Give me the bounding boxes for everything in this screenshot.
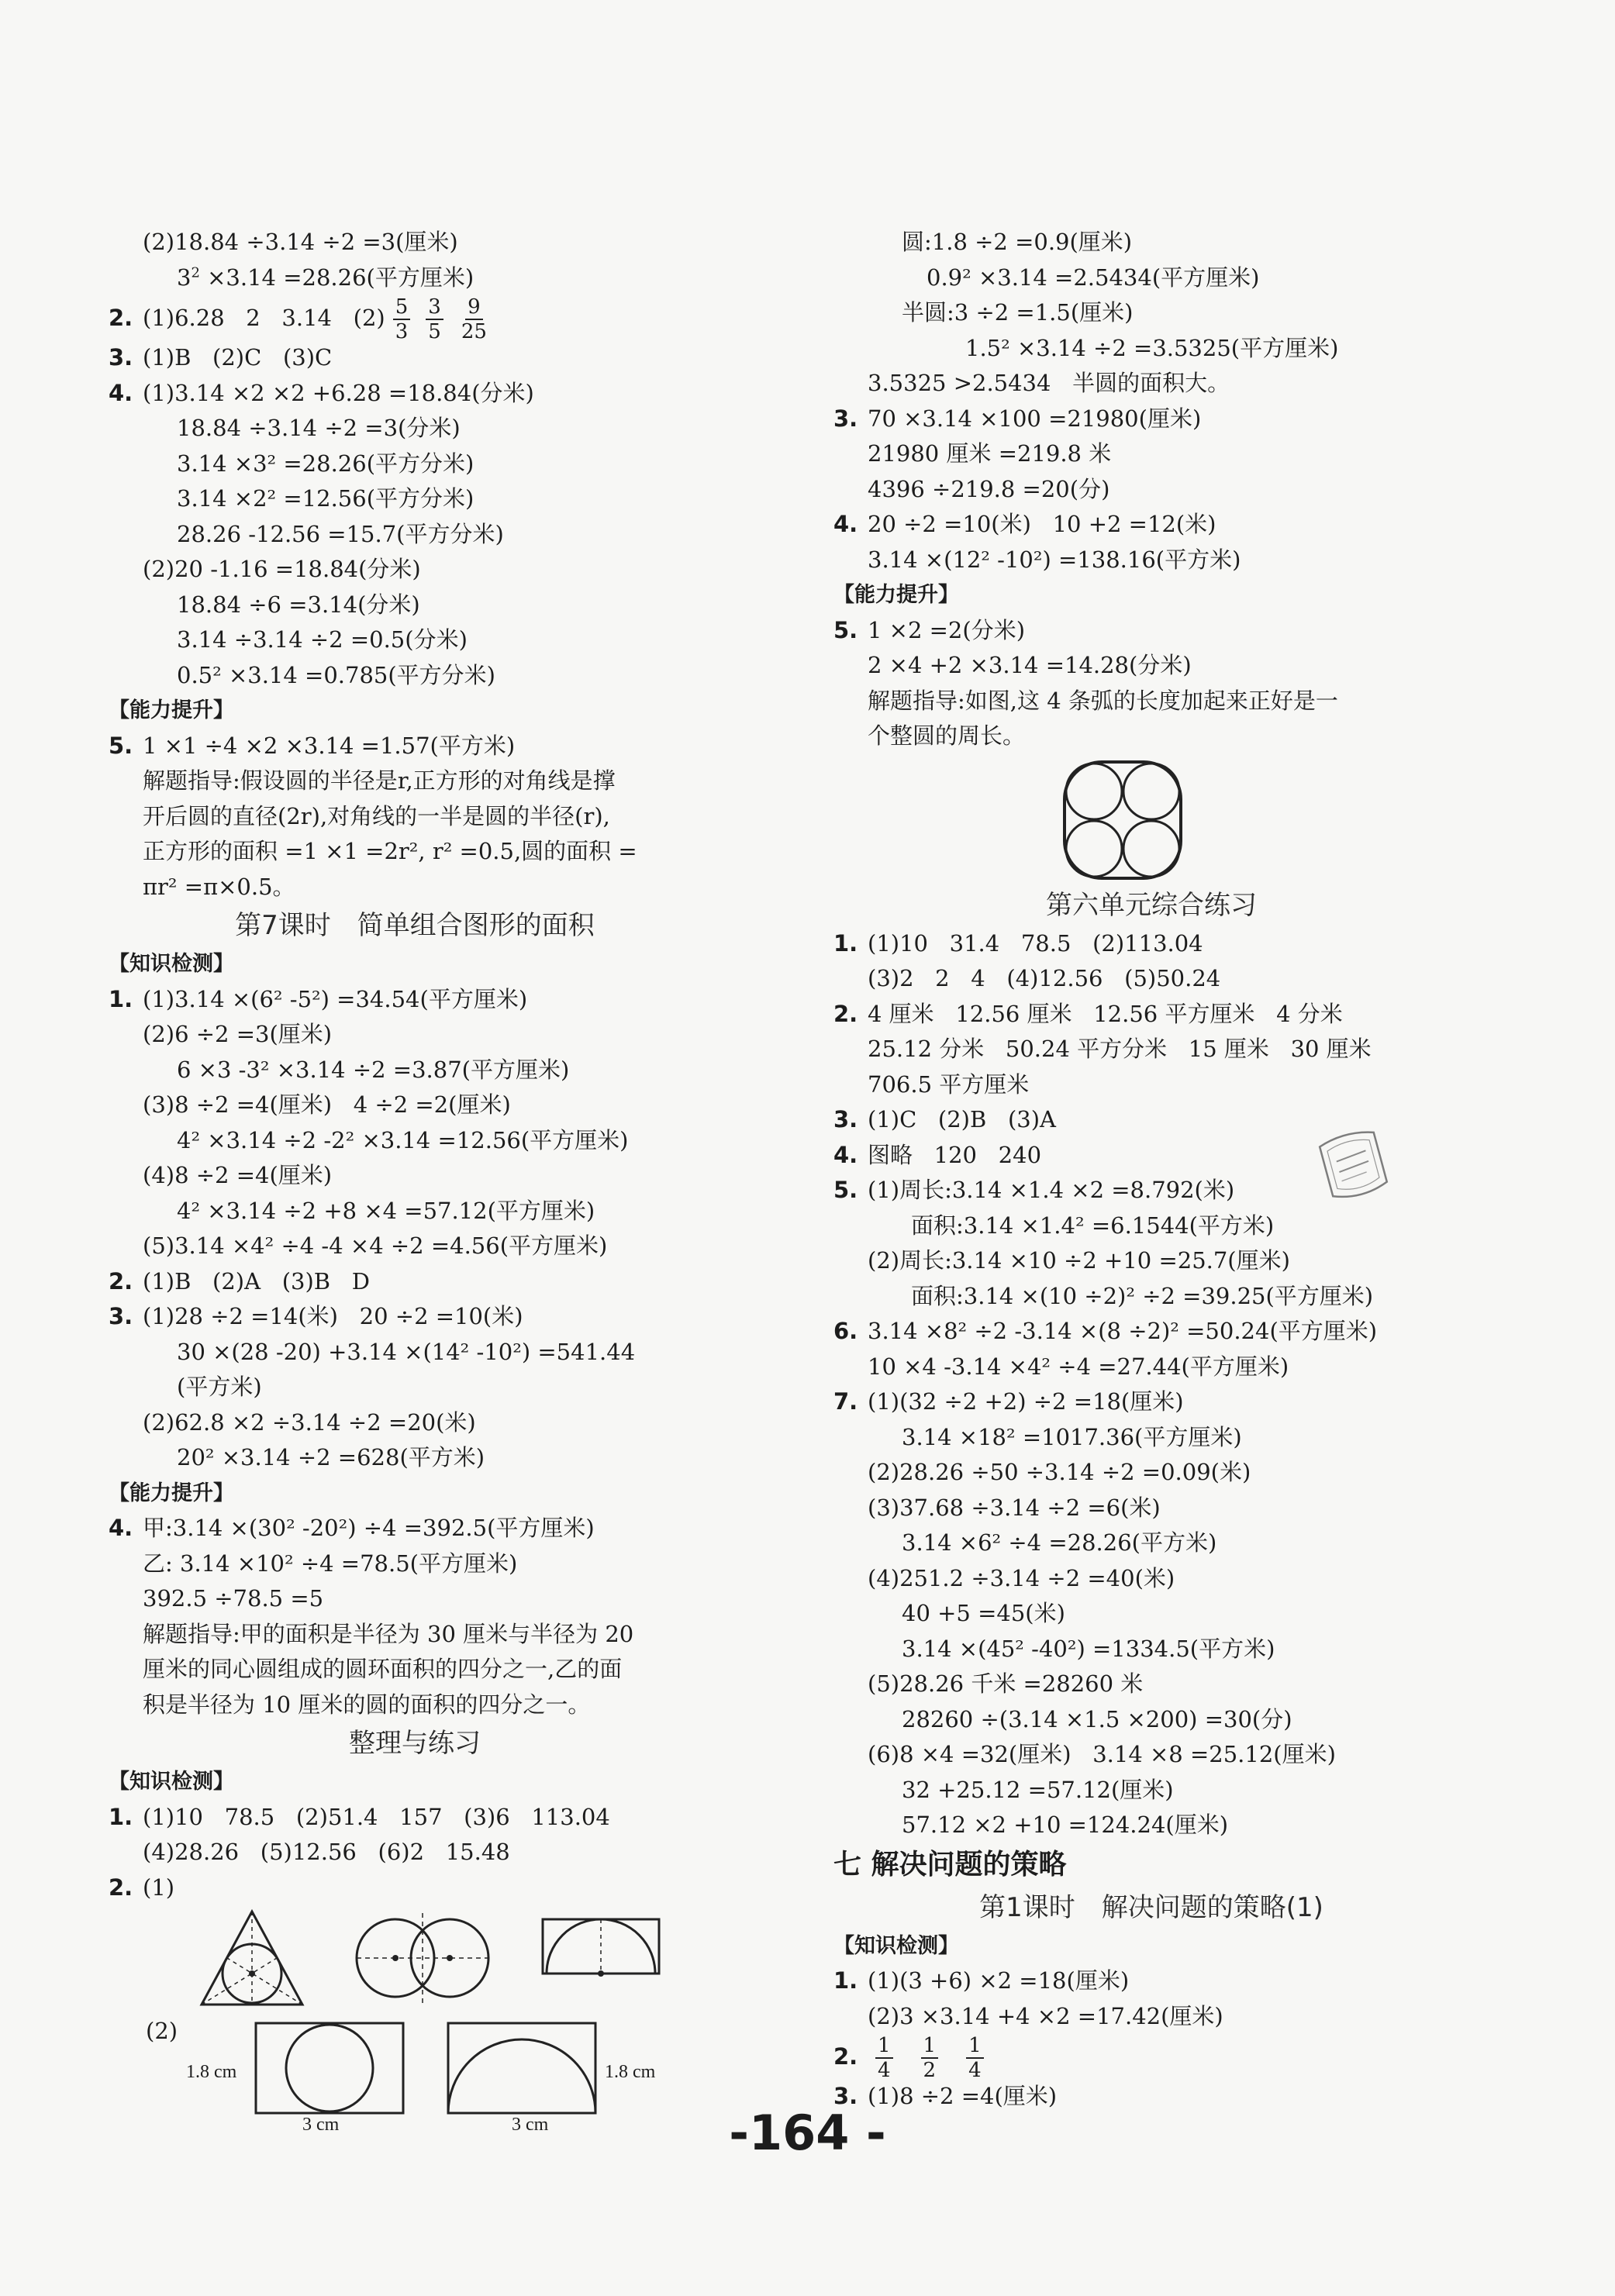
answer-line: 28260 ÷(3.14 ×1.5 ×200) =30(分) — [902, 1705, 1292, 1732]
unit-question-2: 2. 4 厘米 12.56 厘米 12.56 平方厘米 4 分米 — [833, 1000, 1343, 1027]
answer-line: 18.84 ÷6 =3.14(分米) — [177, 591, 420, 618]
answer-line: 2 ×4 +2 ×3.14 =14.28(分米) — [868, 652, 1192, 678]
answer-line: 28.26 -12.56 =15.7(平方分米) — [177, 520, 504, 547]
answer-line: 0.5² ×3.14 =0.785(平方分米) — [177, 661, 495, 688]
four-circles-diagram — [833, 754, 1469, 894]
question-3: 3. 70 ×3.14 ×100 =21980(厘米) — [833, 405, 1202, 432]
four-circles-figure — [833, 754, 1469, 894]
hint-line: 开后圆的直径(2r),对角线的一半是圆的半径(r), — [143, 802, 610, 829]
question-5: 5. 1 ×2 =2(分米) — [833, 616, 1026, 643]
question-4: 4. 20 ÷2 =10(米) 10 +2 =12(米) — [833, 511, 1216, 537]
strategy-question-1: 1. (1)(3 +6) ×2 =18(厘米) — [833, 1967, 1130, 1994]
section-label-ability: 【能力提升】 — [109, 698, 234, 722]
answer-line: 18.84 ÷3.14 ÷2 =3(分米) — [177, 415, 461, 441]
knowledge-question-2: 2. (1)B (2)A (3)B D — [109, 1267, 371, 1295]
answer-line: (5)28.26 千米 =28260 米 — [868, 1670, 1144, 1697]
answer-line: (2)周长:3.14 ×10 ÷2 +10 =25.7(厘米) — [868, 1247, 1290, 1274]
question-4: 4. (1)3.14 ×2 ×2 +6.28 =18.84(分米) — [109, 379, 534, 406]
answer-line: (2)28.26 ÷50 ÷3.14 ÷2 =0.09(米) — [868, 1459, 1251, 1485]
dimension-label: 3 cm — [302, 2115, 340, 2135]
lesson-title: 第1课时 解决问题的策略(1) — [979, 1891, 1323, 1923]
answer-line: 0.9² ×3.14 =2.5434(平方厘米) — [927, 264, 1260, 291]
answer-line: 20² ×3.14 ÷2 =628(平方米) — [177, 1444, 485, 1470]
answer-line: 乙: 3.14 ×10² ÷4 =78.5(平方厘米) — [143, 1550, 518, 1577]
answer-line: 3.5325 >2.5434 半圆的面积大。 — [868, 370, 1230, 396]
answer-line: 3.14 ×2² =12.56(平方分米) — [177, 485, 474, 512]
answer-line: 圆:1.8 ÷2 =0.9(厘米) — [902, 229, 1133, 255]
lesson-title: 第7课时 简单组合图形的面积 — [235, 910, 595, 941]
hint-line: 积是半径为 10 厘米的圆的面积的四分之一。 — [143, 1691, 591, 1718]
answer-line: 40 +5 =45(米) — [902, 1600, 1065, 1626]
unit-question-5: 5. (1)周长:3.14 ×1.4 ×2 =8.792(米) — [833, 1177, 1235, 1203]
unit-question-7: 7. (1)(32 ÷2 +2) ÷2 =18(厘米) — [833, 1388, 1184, 1415]
hint-line: 解题指导:如图,这 4 条弧的长度加起来正好是一 — [868, 687, 1338, 714]
unit-question-3: 3. (1)C (2)B (3)A — [833, 1106, 1056, 1132]
answer-line: 4² ×3.14 ÷2 +8 ×4 =57.12(平方厘米) — [177, 1197, 595, 1224]
answer-line: (2)3 ×3.14 +4 ×2 =17.42(厘米) — [868, 2002, 1223, 2029]
fraction: $\frac{5}{3}$ — [393, 297, 411, 342]
fraction: $\frac{1}{4}$ — [875, 2036, 893, 2081]
answer-line: 3.14 ×(45² -40²) =1334.5(平方米) — [902, 1635, 1275, 1662]
review-question-2: 2. (1) — [109, 1874, 175, 1901]
answer-line: (4)8 ÷2 =4(厘米) — [143, 1162, 333, 1188]
dimension-label: 1.8 cm — [186, 2062, 237, 2082]
left-column — [109, 225, 721, 2146]
unit-question-6: 6. 3.14 ×8² ÷2 -3.14 ×(8 ÷2)² =50.24(平方厘米) — [833, 1318, 1378, 1344]
hint-line: 正方形的面积 =1 ×1 =2r², r² =0.5,圆的面积 = — [143, 838, 637, 864]
rect-semicircle-figure — [543, 1919, 659, 1977]
hint-line: 厘米的同心圆组成的圆环面积的四分之一,乙的面 — [143, 1656, 623, 1682]
knowledge-question-3: 3. (1)28 ÷2 =14(米) 20 ÷2 =10(米) — [109, 1303, 523, 1329]
answer-line: 4396 ÷219.8 =20(分) — [868, 475, 1110, 502]
answer-line: 3.14 ×18² =1017.36(平方厘米) — [902, 1423, 1242, 1450]
question-5: 5. 1 ×1 ÷4 ×2 ×3.14 =1.57(平方米) — [109, 732, 516, 759]
sub-label: (2) — [146, 2018, 178, 2044]
fraction: $\frac{9}{25}$ — [461, 295, 487, 343]
answer-line: (3)8 ÷2 =4(厘米) 4 ÷2 =2(厘米) — [143, 1091, 511, 1118]
unit-question-1: 1. (1)10 31.4 78.5 (2)113.04 — [833, 929, 1203, 957]
review-question-1: 1. (1)10 78.5 (2)51.4 157 (3)6 113.04 — [109, 1803, 610, 1830]
chapter-title: 七 解决问题的策略 — [833, 1848, 1067, 1881]
answer-line: 3.14 ÷3.14 ÷2 =0.5(分米) — [177, 626, 468, 653]
section-label-ability: 【能力提升】 — [833, 583, 959, 607]
answer-line: (2)62.8 ×2 ÷3.14 ÷2 =20(米) — [143, 1408, 476, 1436]
two-circles-figure — [357, 1913, 488, 2003]
answer-line: 6 ×3 -3² ×3.14 ÷2 =3.87(平方厘米) — [177, 1056, 570, 1083]
answer-line: 面积:3.14 ×(10 ÷2)² ÷2 =39.25(平方厘米) — [911, 1282, 1374, 1309]
answer-line: (平方米) — [177, 1374, 262, 1400]
page-number: -164 - — [729, 2105, 886, 2161]
answer-line: (6)8 ×4 =32(厘米) 3.14 ×8 =25.12(厘米) — [868, 1741, 1336, 1767]
answer-line: 面积:3.14 ×1.4² =6.1544(平方米) — [911, 1212, 1275, 1239]
section-label-knowledge: 【知识检测】 — [109, 952, 234, 976]
fraction: $\frac{1}{4}$ — [966, 2036, 984, 2081]
answer-line: 3.14 ×3² =28.26(平方分米) — [177, 450, 474, 477]
unit-question-4: 4. 图略 120 240 — [833, 1141, 1042, 1168]
rect-semicircle-compare-figure — [448, 2023, 595, 2113]
fraction: $\frac{3}{5}$ — [426, 297, 443, 342]
review-figures-1 — [109, 1905, 721, 2014]
answer-line: 4² ×3.14 ÷2 -2² ×3.14 =12.56(平方厘米) — [177, 1126, 629, 1153]
answer-line: 706.5 平方厘米 — [868, 1070, 1030, 1098]
dimension-label: 1.8 cm — [605, 2062, 656, 2082]
question-3: 3. (1)B (2)C (3)C — [109, 344, 333, 371]
fraction: $\frac{1}{2}$ — [921, 2036, 939, 2081]
unit-review-title: 第六单元综合练习 — [1046, 889, 1257, 921]
answer-line: (4)251.2 ÷3.14 ÷2 =40(米) — [868, 1564, 1175, 1591]
dimension-label: 3 cm — [512, 2115, 549, 2135]
answer-line: 3.14 ×6² ÷4 =28.26(平方米) — [902, 1529, 1217, 1556]
ability-question-4: 4. 甲:3.14 ×(30² -20²) ÷4 =392.5(平方厘米) — [109, 1515, 595, 1541]
section-label-knowledge: 【知识检测】 — [833, 1933, 959, 1958]
rect-circle-figure — [256, 2023, 403, 2113]
answer-line: (3)2 2 4 (4)12.56 (5)50.24 — [868, 965, 1221, 991]
answer-line: $3^2 \times 3.14 =28.26$(平方厘米) — [177, 264, 474, 291]
answer-line: 32 +25.12 =57.12(厘米) — [902, 1776, 1174, 1803]
answer-line: (2)6 ÷2 =3(厘米) — [143, 1021, 333, 1047]
hint-line: 解题指导:甲的面积是半径为 30 厘米与半径为 20 — [143, 1620, 634, 1647]
hint-line: 解题指导:假设圆的半径是r,正方形的对角线是撑 — [143, 767, 616, 794]
section-title-review: 整理与练习 — [349, 1728, 481, 1759]
answer-line: 21980 厘米 =219.8 米 — [868, 440, 1112, 467]
hint-line: πr² =π×0.5。 — [143, 873, 295, 900]
triangle-incircle-figure — [202, 1912, 302, 2005]
hint-line: 个整圆的周长。 — [868, 722, 1026, 749]
answer-line: 半圆:3 ÷2 =1.5(厘米) — [902, 299, 1134, 326]
strategy-question-3: 3. (1)8 ÷2 =4(厘米) — [833, 2083, 1058, 2109]
answer-line: 392.5 ÷78.5 =5 — [143, 1585, 324, 1612]
strategy-question-2: 2. $\frac{1}{4}$ $\frac{1}{2}$ $\frac{1}{4}$ — [833, 2034, 1469, 2079]
answer-line: (3)37.68 ÷3.14 ÷2 =6(米) — [868, 1494, 1161, 1521]
answer-line: (4)28.26 (5)12.56 (6)2 15.48 — [143, 1839, 510, 1865]
geometry-figures — [109, 1905, 721, 2014]
knowledge-question-1: 1. (1)3.14 ×(6² -5²) =34.54(平方厘米) — [109, 985, 528, 1012]
answer-line: 57.12 ×2 +10 =124.24(厘米) — [902, 1812, 1229, 1838]
answer-line: (2)18.84 ÷3.14 ÷2 =3(厘米) — [143, 229, 458, 255]
answer-line: 25.12 分米 50.24 平方分米 15 厘米 30 厘米 — [868, 1036, 1372, 1062]
answer-line: 30 ×(28 -20) +3.14 ×(14² -10²) =541.44 — [177, 1338, 636, 1365]
section-label-ability: 【能力提升】 — [109, 1481, 234, 1505]
answer-line: (5)3.14 ×4² ÷4 -4 ×4 ÷2 =4.56(平方厘米) — [143, 1232, 608, 1259]
answer-line: (2)20 -1.16 =18.84(分米) — [143, 556, 421, 582]
question-2: 2. (1)6.28 2 3.14 (2) $\frac{5}{3}$ $\frac{3}{5}$ $\frac{9}{25}$ — [109, 295, 721, 340]
section-label-knowledge: 【知识检测】 — [109, 1770, 234, 1794]
answer-line: 10 ×4 -3.14 ×4² ÷4 =27.44(平方厘米) — [868, 1353, 1289, 1380]
answer-line: 1.5² ×3.14 ÷2 =3.5325(平方厘米) — [965, 334, 1339, 361]
answer-line: 3.14 ×(12² -10²) =138.16(平方米) — [868, 546, 1241, 573]
